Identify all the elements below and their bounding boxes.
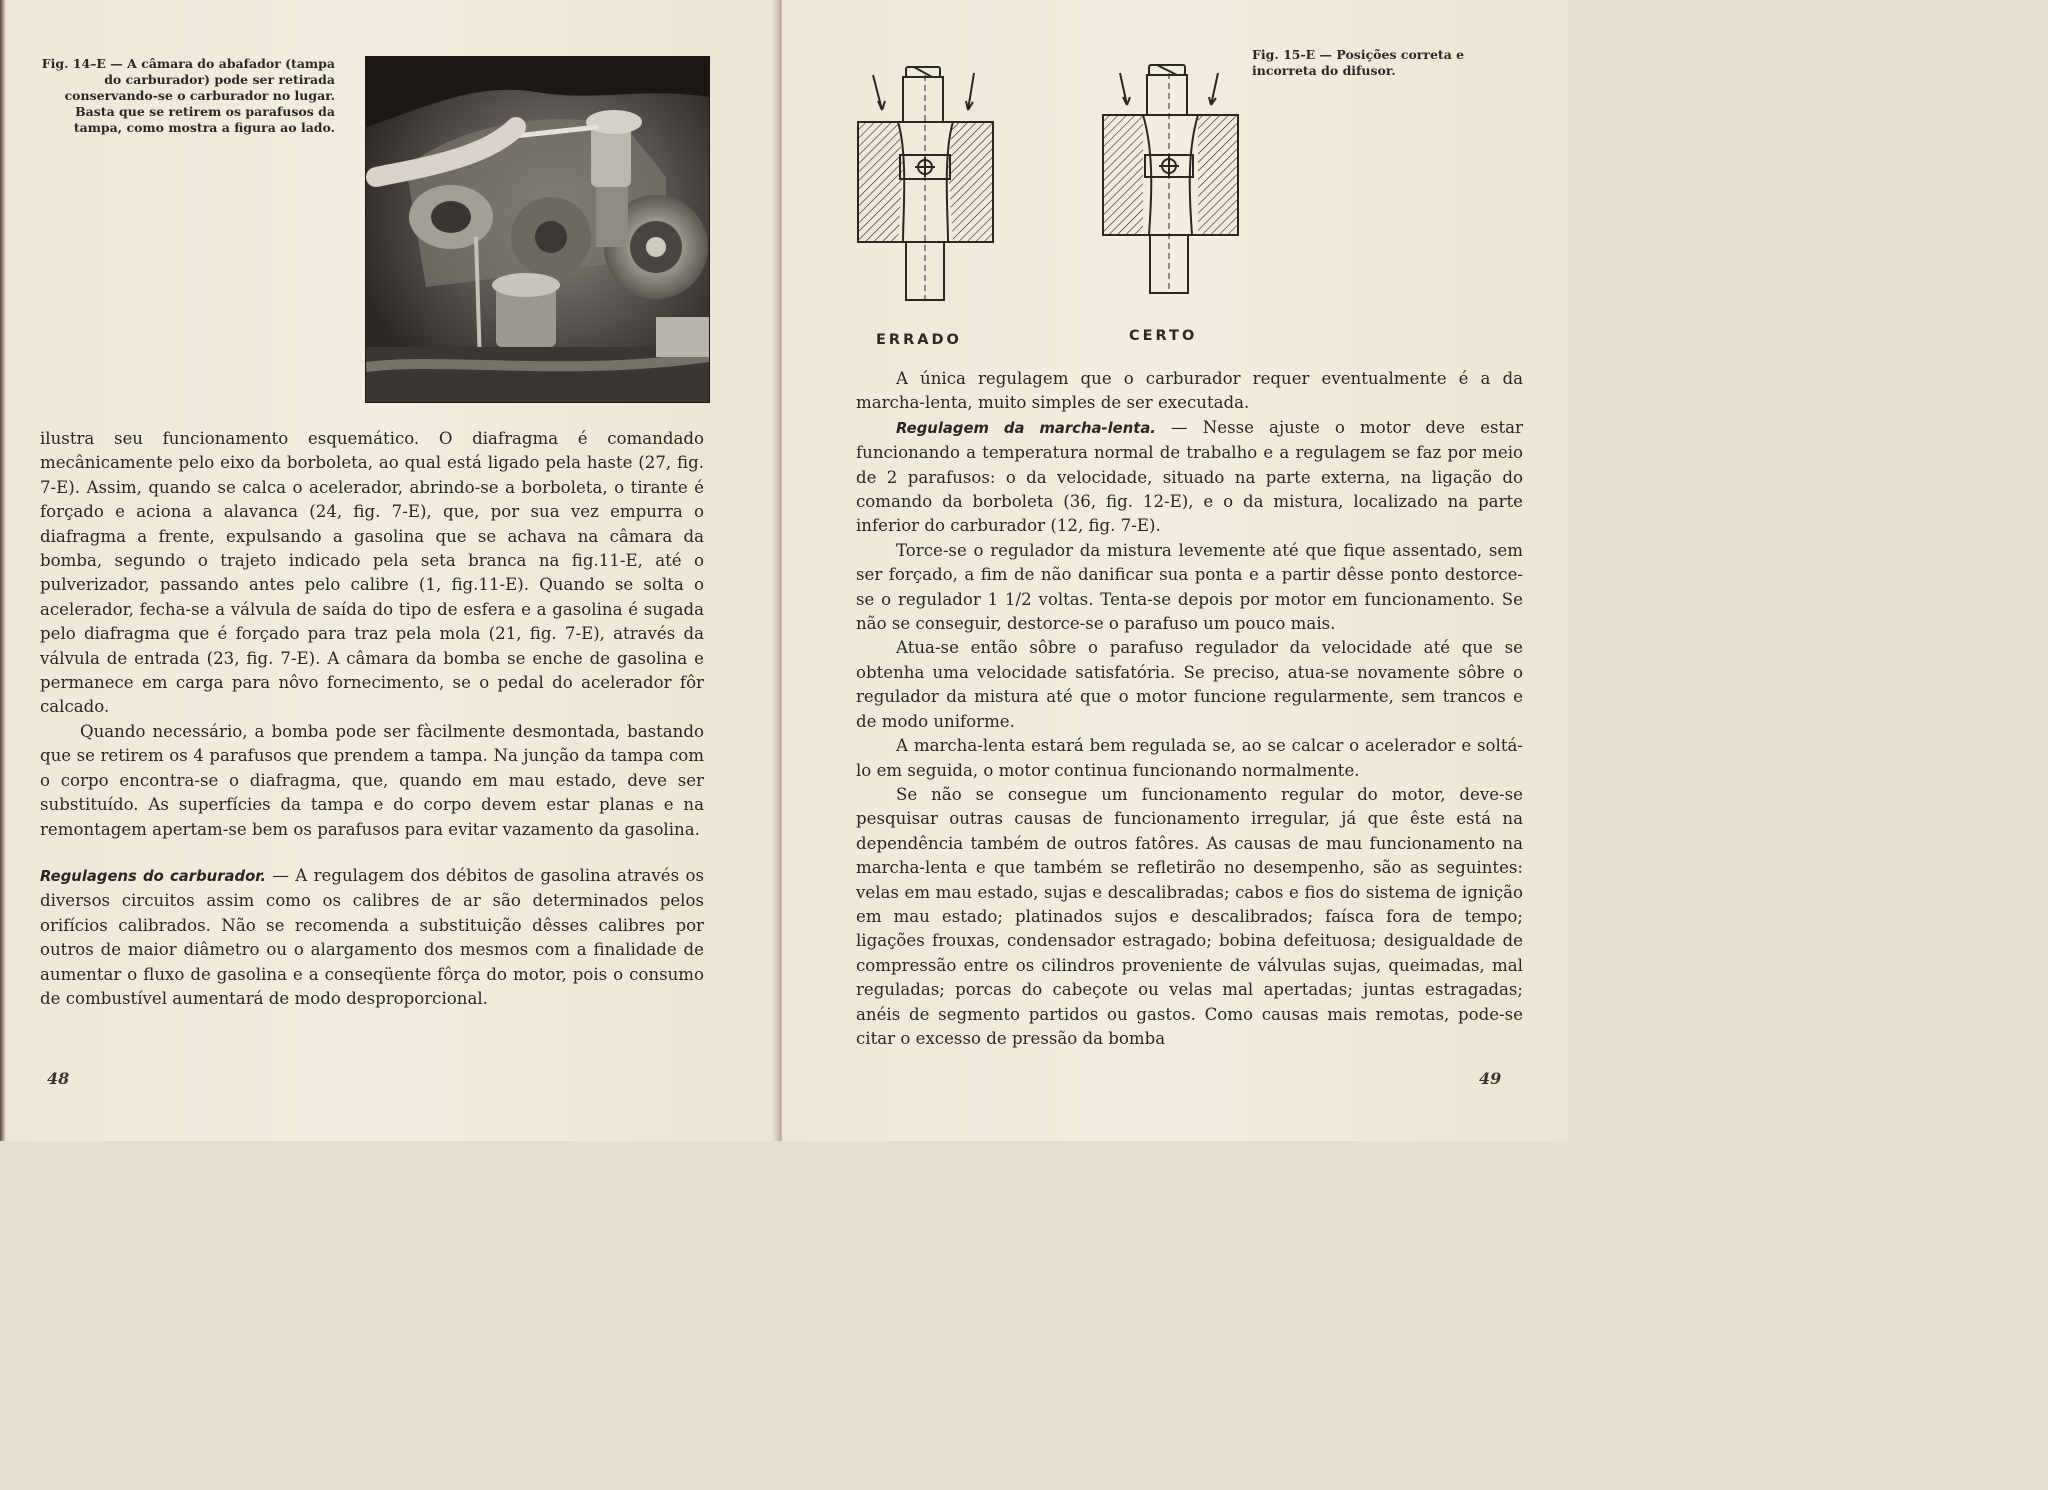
page-number: 49 xyxy=(1479,1069,1502,1088)
carburetor-photo xyxy=(365,56,710,403)
left-body-text xyxy=(40,427,704,1011)
figure-15-caption: Fig. 15-E — Posições correta e incorreta do difusor. xyxy=(1252,47,1465,78)
section-paragraph xyxy=(40,864,704,1011)
section-heading: Regulagem da marcha-lenta. xyxy=(896,419,1156,437)
section-paragraph xyxy=(856,416,1523,539)
wrong-position-drawing xyxy=(858,67,993,300)
paragraph: Torce-se o regulador da mistura levemente até que fique assentado, sem ser forçado, a fim de não danificar sua ponta e a partir dêsse ponto destorce-se o regulador 1 1/2 voltas. Tenta-se depois por motor em funcionamento. Se não se conseguir, destorce-se o parafuso um pouco mais. xyxy=(856,540,1523,634)
page-number: 48 xyxy=(47,1069,70,1088)
paragraph: A única regulagem que o carburador requer eventualmente é a da marcha-lenta, muito simples de ser executada. xyxy=(856,369,1523,413)
right-page xyxy=(782,0,1568,1141)
correct-position-drawing xyxy=(1103,65,1238,293)
left-page xyxy=(0,0,780,1141)
paragraph: Se não se consegue um funcionamento regular do motor, deve-se pesquisar outras causas de funcionamento irregular, já que êste está na dependência também de outros fatôres. As causas de mau funcionamento na marcha-lenta e que também se refletirão no desempenho, são as seguintes: velas em mau estado, sujas e descalibradas; cabos e fios do sistema de ignição em mau estado; platinados sujos e descalibrados; faísca fora de tempo; ligações frouxas, condensador estragado; bobina defeituosa; desigualdade de compressão entre os cilindros proveniente de válvulas sujas, queimadas, mal reguladas; porcas do cabeçote ou velas mal apertadas; juntas estragadas; anéis de segmento partidos ou gastos. Como causas mais remotas, pode-se citar o excesso de pressão da bomba xyxy=(856,784,1523,1048)
wrong-label: ERRADO xyxy=(876,332,962,348)
book-edge-shadow xyxy=(0,0,6,1141)
correct-label: CERTO xyxy=(1129,328,1198,344)
paragraph: Atua-se então sôbre o parafuso regulador da velocidade até que se obtenha uma velocidade satisfatória. Se preciso, atua-se novamente sôbre o regulador da mistura até que o motor funcione regularmente, sem trancos e de modo uniforme. xyxy=(856,638,1523,731)
right-body-text xyxy=(856,367,1523,1051)
paragraph: A marcha-lenta estará bem regulada se, ao se calcar o acelerador e soltá-lo em seguida, o motor continua funcionando normalmente. xyxy=(856,736,1523,780)
paragraph: Quando necessário, a bomba pode ser fàcilmente desmontada, bastando que se retirem os 4 parafusos que prendem a tampa. Na junção da tampa com o corpo encontra-se o diafragma, que, quando em mau estado, deve ser substituído. As superfícies da tampa e do corpo devem estar planas e na remontagem apertam-se bem os parafusos para evitar vazamento da gasolina. xyxy=(40,721,704,839)
section-text: — A regulagem dos débitos de gasolina através os diversos circuitos assim como os calibres de ar são determinados pelos orifícios calibrados. Não se recomenda a substituição dêsses calibres por outros de maior diâmetro ou o alargamento dos mesmos com a finalidade de aumentar o fluxo de gasolina e a conseqüente fôrça do motor, pois o consumo de combustível aumentará de modo desproporcional. xyxy=(40,865,704,1008)
figure-14-caption: Fig. 14–E — A câmara do abafador (tampa do carburador) pode ser retirada conservando-se o carburador no lugar. Basta que se retirem os parafusos da tampa, como mostra a figura ao lado. xyxy=(41,56,335,135)
diffuser-diagram xyxy=(848,55,1248,355)
section-heading: Regulagens do carburador. xyxy=(40,867,267,885)
section-text: — Nesse ajuste o motor deve estar funcionando a temperatura normal de trabalho e a regulagem se faz por meio de 2 parafusos: o da velocidade, situado na parte externa, na ligação do comando da borboleta (36, fig. 12-E), e o da mistura, localizado na parte inferior do carburador (12, fig. 7-E). xyxy=(856,417,1523,536)
paragraph: ilustra seu funcionamento esquemático. O diafragma é comandado mecânicamente pelo eixo da borboleta, ao qual está ligado pela haste (27, fig. 7-E). Assim, quando se calca o acelerador, abrindo-se a borboleta, o tirante é forçado e aciona a alavanca (24, fig. 7-E), que, por sua vez empurra o diafragma a frente, expulsando a gasolina que se achava na câmara da bomba, segundo o trajeto indicado pela seta branca na fig.11-E, até o pulverizador, passando antes pelo calibre (1, fig.11-E). Quando se solta o acelerador, fecha-se a válvula de saída do tipo de esfera e a gasolina é sugada pelo diafragma que é forçado para traz pela mola (21, fig. 7-E), através da válvula de entrada (23, fig. 7-E). A câmara da bomba se enche de gasolina e permanece em carga para nôvo fornecimento, se o pedal do acelerador fôr calcado. xyxy=(40,429,704,717)
